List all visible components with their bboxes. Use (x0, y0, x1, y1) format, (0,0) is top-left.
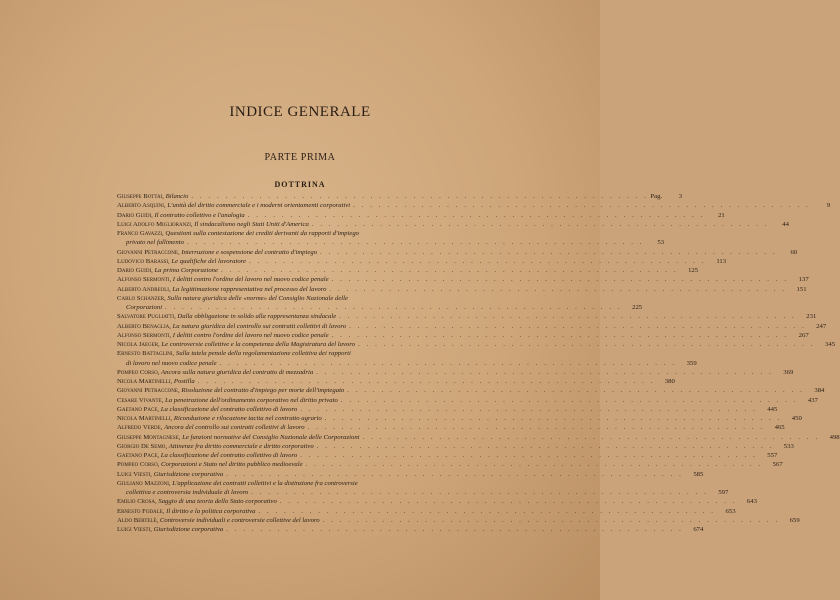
entry-title: Ancora del controllo sui contratti collettivi di lavoro (164, 424, 305, 432)
toc-entry-line (117, 248, 798, 257)
toc-entry (117, 275, 809, 284)
entry-author: Pompeo Corso, (117, 368, 160, 376)
entry-title: Postilla (173, 378, 195, 385)
toc-entry-line (117, 460, 783, 469)
toc-entry-line (117, 507, 736, 516)
dot-leader: . . . . . . . . . . . . . . . . . . . . . . . . . . . . . . . . . . . . . . . . . . . . . . . . . . . . . . (226, 526, 684, 533)
dot-leader: . . . . . . . . . . . . . . . . . . . . . . . . . . . . . . . . . . . . . . . . . . . . . . . . . . . . . . (300, 405, 758, 413)
entry-title: I delitti contro l'ordine del lavoro nel nuovo codice penale (172, 331, 329, 339)
dot-leader: . . . . . . . . . . . . . . . . . . . . . . . . . . . . . . . . . . . . . . . . . . . . . . . . . . . . . . (347, 387, 805, 395)
part-heading: PARTE PRIMA (264, 152, 336, 163)
entry-page-number: 384 (814, 387, 825, 395)
entry-author: Pompeo Corso, (117, 461, 160, 469)
entry-page-number: 345 (825, 341, 836, 348)
toc-entry (117, 525, 704, 534)
dot-leader: . . . . . . . . . . . . . . . . . . . . . . . . . . . . . . . . . . . . . . . . . . . . . . . . . . . . . . (219, 359, 677, 367)
toc-entry-line (117, 488, 729, 497)
section-heading: DOTTRINA (274, 180, 326, 189)
entry-title: Corporazioni (126, 304, 163, 311)
entry-title: I delitti contro l'ordine del lavoro nel nuovo codice penale (172, 276, 329, 284)
toc-entry-line (117, 451, 778, 460)
entry-title: Controversie individuali e controversie collettive del lavoro (159, 516, 320, 524)
entry-page-number: 567 (772, 461, 783, 469)
entry-author: Luigi Adolfo Miglioranzi, (117, 220, 193, 228)
toc-entry-line (117, 331, 809, 340)
toc-entry (117, 470, 704, 479)
entry-title: Il contratto collettivo e l'analogia (154, 211, 245, 219)
entry-title: Il diritto e la politica corporativa (166, 507, 256, 515)
entry-page-number: 3 (678, 193, 683, 200)
entry-author: Emilio Crosa, (117, 498, 157, 506)
entry-title: La classificazione del contratto collettivo di lavoro (160, 452, 298, 459)
entry-page-number: 659 (789, 516, 800, 524)
entry-author: Alfredo Verde, (117, 424, 163, 432)
toc-entry-line (117, 405, 778, 414)
entry-title: di lavoro nel nuovo codice penale (126, 359, 217, 367)
entry-title: La classificazione del contratto collettivo di lavoro (160, 405, 298, 413)
entry-title: Risoluzione del contratto d'impiego per morte dell'impiegato (181, 387, 345, 395)
entry-author: Luigi Viesti, (117, 470, 152, 478)
entry-page-number: 60 (790, 248, 798, 256)
toc-entry (117, 396, 818, 405)
entry-author: Giuseppe Montagnese, (117, 433, 181, 441)
entry-page-number: 113 (716, 257, 727, 265)
entry-author: Alberto Asquini, (117, 202, 166, 210)
entry-title: Sulla tutela penale della regolamentazione collettiva dei rapporti (175, 350, 351, 358)
toc-entry (117, 201, 831, 210)
entry-author: Giuliano Mazzoni, (117, 479, 171, 487)
entry-title: La prima Corporazione (154, 267, 218, 274)
toc-entry (117, 368, 794, 377)
entry-title: L'applicazione dei contratti collettivi e la distinzione fra controversie (172, 479, 358, 487)
entry-page-number: 437 (807, 396, 818, 404)
toc-entry-line (117, 312, 817, 321)
toc-entry-line (117, 423, 785, 432)
toc-entry-line (117, 266, 699, 275)
toc-entry-line (117, 377, 675, 386)
entry-page-number: 653 (725, 507, 736, 515)
entry-title: Questioni sulla contestazione dei crediti derivanti da rapporti d'impiego (165, 230, 360, 237)
toc-entry-line (117, 386, 825, 395)
dot-leader: . . . . . . . . . . . . . . . . . . . . . . . . . . . . . . . . . . . . . . . . . . . . . . . . . . . . . . (247, 211, 705, 219)
entry-author: Ernesto Battaglini, (117, 350, 175, 358)
entry-title: Interruzione e sospensione del contratto d'impiego (181, 248, 318, 256)
toc-entry-line (117, 433, 840, 442)
entry-page-number: 267 (798, 331, 809, 339)
dot-leader: . . . . . . . . . . . . . . . . . . . . . . . . . . . . . . . . . . . . . . . . . . . . . . . . . . . . . . (316, 368, 774, 376)
toc-entry (117, 405, 778, 414)
entry-title: Bilancio (165, 193, 189, 200)
entry-author: Nicola Jaeger, (117, 341, 160, 348)
toc-entry-line (117, 275, 809, 284)
toc-entry (117, 516, 800, 525)
toc-entry (117, 479, 729, 498)
dot-leader: . . . . . . . . . . . . . . . . . . . . . . . . . . . . . . . . . . . . . . . . . . . . . . . . . . . . . . (300, 452, 758, 459)
entry-author: Alfonso Sermonti, (117, 331, 172, 339)
toc-entry-line (117, 340, 836, 349)
entry-title: Le funzioni normative del Consiglio Nazionale delle Corporazioni (182, 433, 360, 441)
entry-title: La penetrazione dell'ordinamento corporativo nel diritto privato (164, 396, 338, 404)
entry-page-number: 231 (806, 313, 817, 321)
entry-author: Ludovico Barassi, (117, 257, 170, 265)
toc-entry (117, 340, 836, 349)
toc-entry-line (117, 349, 472, 358)
toc-entry-line (117, 479, 472, 488)
toc-entry-line (117, 201, 831, 210)
toc-entry (117, 331, 809, 340)
toc-entry (117, 451, 778, 460)
entry-title: Sulla natura giuridica delle «norme» del Consiglio Nazionale delle (167, 294, 348, 302)
toc-entry-line (117, 285, 807, 294)
entry-page-number: 674 (693, 526, 704, 533)
dot-leader: . . . . . . . . . . . . . . . . . . . . . . . . . . . . . . . . . . . . . . . . . . . . . . . . . . . . . . (165, 304, 623, 311)
entry-title: Ancora sulla natura giuridica del contratto di mezzadria (161, 368, 314, 376)
entry-page-number: 498 (829, 433, 840, 441)
entry-page-number: 369 (783, 368, 794, 376)
toc-entry (117, 460, 783, 469)
entry-page-number: 44 (782, 220, 789, 228)
dot-leader: . . . . . . . . . . . . . . . . . . . . . . . . . . . . . . . . . . . . . . . . . . . . . . . . . . . . . . (191, 193, 649, 200)
entry-page-number: 21 (718, 211, 725, 219)
table-of-contents (117, 192, 840, 534)
dot-leader: . . . . . . . . . . . . . . . . . . . . . . . . . . . . . . . . . . . . . . . . . . . . . . . . . . . . . . (322, 516, 780, 524)
dot-leader: . . . . . . . . . . . . . . . . . . . . . . . . . . . . . . . . . . . . . . . . . . . . . . . . . . . . . . (329, 285, 787, 293)
toc-entry-line (117, 525, 704, 534)
entry-page-number: 465 (774, 424, 785, 432)
toc-entry-line (117, 192, 683, 201)
toc-entry (117, 312, 817, 321)
entry-author: Alberto Benaglia, (117, 322, 171, 330)
toc-entry-line (117, 220, 789, 229)
toc-entry (117, 294, 643, 313)
entry-author: Giovanni Petraccone, (117, 248, 180, 256)
dot-leader: . . . . . . . . . . . . . . . . . . . . . . . . . . . . . . . . . . . . . . . . . . . . . . . . . . . . . . (311, 220, 769, 228)
toc-entry (117, 386, 825, 395)
entry-title: Le controversie collettive e la competenza della Magistratura del lavoro (161, 341, 355, 348)
entry-title: collettiva e controversia individuale di lavoro (126, 489, 249, 496)
entry-title: Il sindacalismo negli Stati Uniti d'America (194, 220, 309, 228)
entry-page-number: 225 (632, 304, 643, 311)
dot-leader: . . . . . . . . . . . . . . . . . . . . . . . . . . . . . . . . . . . . . . . . . . . . . . . . . . . . . . (331, 331, 789, 339)
toc-entry (117, 442, 794, 451)
toc-entry (117, 211, 725, 220)
toc-entry-line (117, 396, 818, 405)
toc-entry-line (117, 257, 727, 266)
dot-leader: . . . . . . . . . . . . . . . . . . . . . . . . . . . . . . . . . . . . . . . . . . . . . . . . . . . . . . (251, 489, 709, 496)
toc-entry (117, 266, 699, 275)
entry-author: Franco Gavazzi, (117, 230, 164, 237)
entry-page-number: 359 (686, 359, 697, 367)
dot-leader: . . . . . . . . . . . . . . . . . . . . . . . . . . . . . . . . . . . . . . . . . . . . . . . . . . . . . . (316, 442, 774, 450)
entry-page-number: 9 (826, 202, 831, 210)
entry-author: Dario Guidi, (117, 267, 153, 274)
toc-entry-line (117, 442, 794, 451)
dot-leader: . . . . . . . . . . . . . . . . . . . . . . . . . . . . . . . . . . . . . . . . . . . . . . . . . . . . . . (197, 378, 655, 385)
toc-entry-line (117, 368, 794, 377)
toc-entry-line (117, 414, 802, 423)
entry-title: privato nel fallimento (126, 239, 184, 247)
entry-title: Corporazioni e Stato nel diritto pubblico medioevale (161, 461, 303, 469)
toc-entry (117, 349, 697, 368)
entry-title: Attinenze fra diritto commerciale e diritto corporativo (168, 442, 314, 450)
dot-leader: . . . . . . . . . . . . . . . . . . . . . . . . . . . . . . . . . . . . . . . . . . . . . . . . . . . . . . (186, 239, 645, 247)
entry-page-number: 53 (657, 239, 665, 247)
entry-author: Giuseppe Bottai, (117, 193, 164, 200)
toc-entry (117, 322, 827, 331)
page-title: INDICE GENERALE (229, 104, 371, 120)
toc-entry (117, 220, 789, 229)
entry-page-number: 125 (688, 267, 699, 274)
dot-leader: . . . . . . . . . . . . . . . . . . . . . . . . . . . . . . . . . . . . . . . . . . . . . . . . . . . . . . (249, 257, 707, 265)
entry-title: Le qualifiche del lavoratore (171, 257, 247, 265)
toc-entry (117, 229, 665, 248)
toc-entry-line (117, 322, 827, 331)
entry-page-number: 533 (783, 442, 794, 450)
entry-title: Saggio di una teoria dello Stato corporativo (158, 498, 277, 506)
entry-author: Cesare Vivante, (117, 396, 164, 404)
dot-leader: . . . . . . . . . . . . . . . . . . . . . . . . . . . . . . . . . . . . . . . . . . . . . . . . . . . . . . (221, 267, 679, 274)
entry-title: Riconduzione e rilocazione tacita nel contratto agrario (173, 415, 322, 422)
toc-entry (117, 257, 727, 266)
entry-author: Luigi Viesti, (117, 526, 152, 533)
toc-entry-line (117, 516, 800, 525)
toc-entry (117, 433, 840, 442)
entry-title: Giurisdizione corporativa (153, 526, 224, 533)
dot-leader: . . . . . . . . . . . . . . . . . . . . . . . . . . . . . . . . . . . . . . . . . . . . . . . . . . . . . . (279, 498, 737, 506)
toc-entry (117, 192, 683, 201)
entry-author: Alberto Andreoli, (117, 285, 171, 293)
entry-author: Alfonso Sermonti, (117, 276, 172, 284)
entry-author: Carlo Schanzer, (117, 294, 166, 302)
entry-author: Nicola Martinelli, (117, 415, 173, 422)
dot-leader: . . . . . . . . . . . . . . . . . . . . . . . . . . . . . . . . . . . . . . . . . . . . . . . . . . . . . . (324, 415, 782, 422)
entry-page-number: 643 (746, 498, 757, 506)
entry-author: Aldo Bertelè, (117, 516, 159, 524)
dot-leader: . . . . . . . . . . . . . . . . . . . . . . . . . . . . . . . . . . . . . . . . . . . . . . . . . . . . . . (307, 424, 765, 432)
dot-leader: . . . . . . . . . . . . . . . . . . . . . . . . . . . . . . . . . . . . . . . . . . . . . . . . . . . . . . (353, 202, 811, 210)
toc-entry-line (117, 229, 472, 238)
dot-leader: . . . . . . . . . . . . . . . . . . . . . . . . . . . . . . . . . . . . . . . . . . . . . . . . . . . . . . (258, 507, 716, 515)
toc-entry (117, 414, 802, 423)
entry-author: Salvatore Pugliatti, (117, 313, 176, 321)
entry-page-number: 585 (693, 470, 704, 478)
toc-entry-line (117, 211, 725, 220)
entry-author: Ernesto Fodale, (117, 507, 165, 515)
toc-entry (117, 423, 785, 432)
entry-author: Dario Guidi, (117, 211, 153, 219)
dot-leader: . . . . . . . . . . . . . . . . . . . . . . . . . . . . . . . . . . . . . . . . . . . . . . . . . . . . . . (305, 461, 763, 469)
entry-page-number: 380 (664, 378, 675, 385)
toc-entry-line (117, 294, 472, 303)
dot-leader: . . . . . . . . . . . . . . . . . . . . . . . . . . . . . . . . . . . . . . . . . . . . . . . . . . . . . . (226, 470, 684, 478)
entry-page-number: 151 (796, 285, 807, 293)
entry-title: Giurisdizione corporativa (153, 470, 224, 478)
entry-title: La legittimazione rappresentativa nel processo del lavoro (172, 285, 327, 293)
entry-title: L'unità del diritto commerciale e i moderni orientamenti corporativi (167, 202, 351, 210)
page-prefix: Pag. (650, 193, 663, 200)
toc-entry (117, 248, 798, 257)
entry-page-number: 247 (816, 322, 827, 330)
entry-title: Dalla obbligazione in solido alla rappresentanza sindacale (177, 313, 337, 321)
toc-entry-line (117, 359, 697, 368)
toc-entry (117, 507, 736, 516)
entry-page-number: 450 (791, 415, 802, 422)
dot-leader: . . . . . . . . . . . . . . . . . . . . . . . . . . . . . . . . . . . . . . . . . . . . . . . . . . . . . . (331, 276, 789, 284)
entry-page-number: 137 (798, 276, 809, 284)
entry-author: Giorgio De Semo, (117, 442, 168, 450)
entry-page-number: 557 (767, 452, 778, 459)
toc-entry-line (117, 497, 757, 506)
dot-leader: . . . . . . . . . . . . . . . . . . . . . . . . . . . . . . . . . . . . . . . . . . . . . . . . . . . . . . (362, 433, 820, 441)
entry-author: Giovanni Petraccone, (117, 387, 180, 395)
dot-leader: . . . . . . . . . . . . . . . . . . . . . . . . . . . . . . . . . . . . . . . . . . . . . . . . . . . . . . (357, 341, 816, 348)
toc-entry-line (117, 238, 665, 247)
dot-leader: . . . . . . . . . . . . . . . . . . . . . . . . . . . . . . . . . . . . . . . . . . . . . . . . . . . . . . (349, 322, 807, 330)
entry-page-number: 445 (767, 405, 778, 413)
dot-leader: . . . . . . . . . . . . . . . . . . . . . . . . . . . . . . . . . . . . . . . . . . . . . . . . . . . . . . (320, 248, 778, 256)
entry-author: Gaetano Pace, (117, 405, 160, 413)
dot-leader: . . . . . . . . . . . . . . . . . . . . . . . . . . . . . . . . . . . . . . . . . . . . . . . . . . . . . . (340, 396, 798, 404)
toc-entry (117, 285, 807, 294)
entry-page-number: 597 (718, 489, 729, 496)
entry-author: Nicola Martinelli, (117, 378, 173, 385)
toc-entry-line (117, 470, 704, 479)
toc-entry-line (117, 303, 643, 312)
entry-title: La natura giuridica del controllo sui contratti collettivi di lavoro (172, 322, 347, 330)
toc-entry (117, 377, 675, 386)
dot-leader: . . . . . . . . . . . . . . . . . . . . . . . . . . . . . . . . . . . . . . . . . . . . . . . . . . . . . . (339, 313, 797, 321)
entry-author: Gaetano Pace, (117, 452, 160, 459)
toc-entry (117, 497, 757, 506)
